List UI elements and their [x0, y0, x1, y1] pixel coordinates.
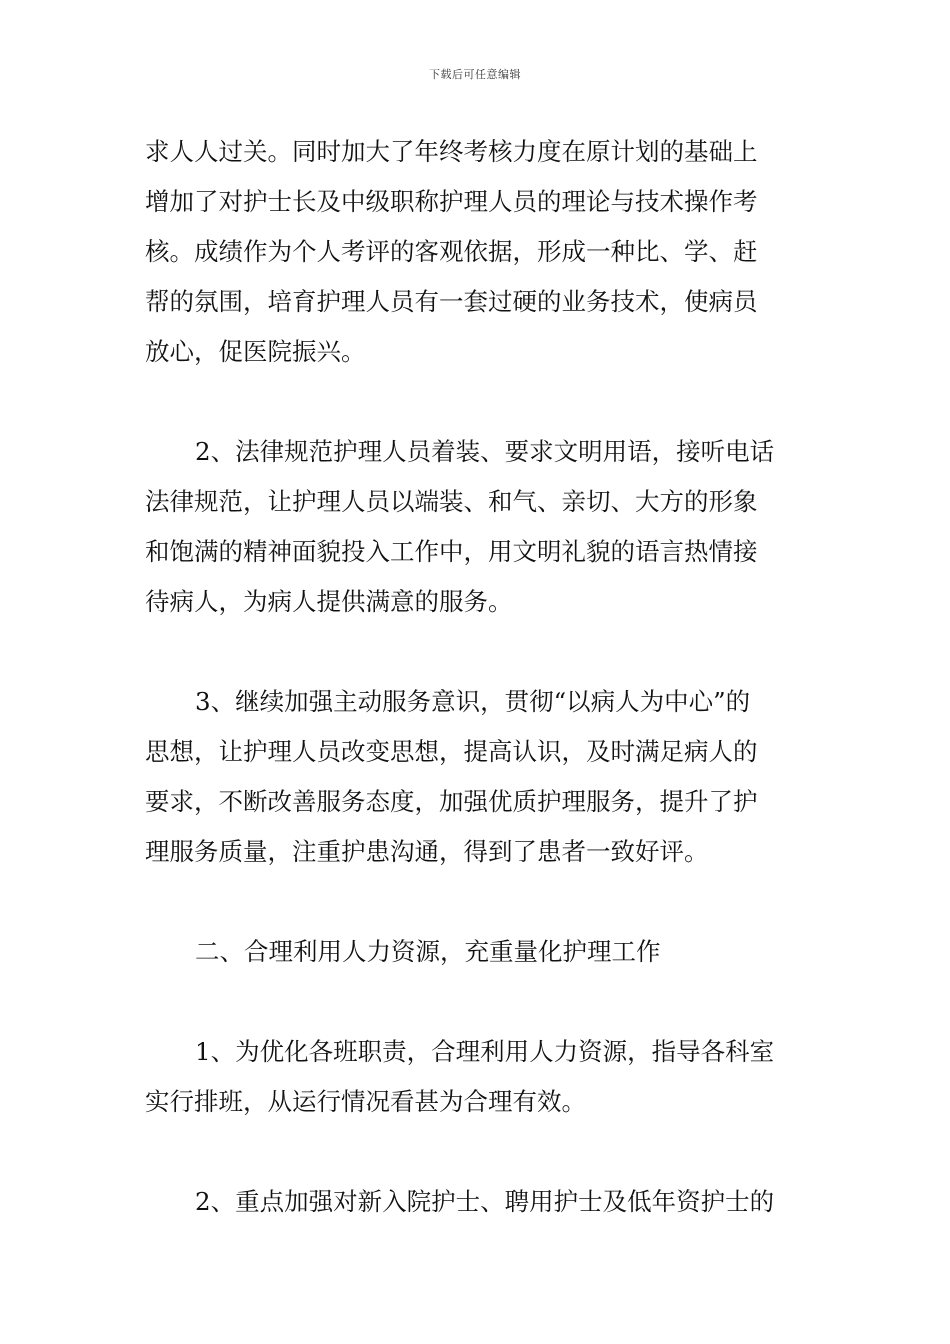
document-body	[145, 127, 810, 1227]
page-header-note: 下载后可任意编辑	[429, 68, 521, 81]
paragraph-line: 2、重点加强对新入院护士、聘用护士及低年资护士的	[195, 1187, 775, 1216]
paragraph-gap	[145, 977, 810, 1027]
paragraph-line: 和饱满的精神面貌投入工作中，用文明礼貌的语言热情接	[145, 537, 758, 566]
paragraph-line: 理服务质量，注重护患沟通，得到了患者一致好评。	[145, 837, 709, 866]
paragraph-gap	[145, 1127, 810, 1177]
paragraph-line: 帮的氛围，培育护理人员有一套过硬的业务技术，使病员	[145, 287, 758, 316]
paragraph-line: 增加了对护士长及中级职称护理人员的理论与技术操作考	[145, 187, 758, 216]
paragraph-line: 待病人，为病人提供满意的服务。	[145, 587, 513, 616]
paragraph-gap	[145, 877, 810, 927]
paragraph-gap	[145, 377, 810, 427]
paragraph-line: 核。成绩作为个人考评的客观依据，形成一种比、学、赶	[145, 237, 758, 266]
paragraph-line: 要求，不断改善服务态度，加强优质护理服务，提升了护	[145, 787, 758, 816]
paragraph-line: 放心，促医院振兴。	[145, 337, 366, 366]
paragraph-line: 2、法律规范护理人员着装、要求文明用语，接听电话	[195, 437, 775, 466]
paragraph-line: 法律规范，让护理人员以端装、和气、亲切、大方的形象	[145, 487, 758, 516]
paragraph-gap	[145, 627, 810, 677]
section-heading: 二、合理利用人力资源，充重量化护理工作	[195, 937, 661, 966]
paragraph-line: 求人人过关。同时加大了年终考核力度在原计划的基础上	[145, 137, 758, 166]
paragraph-line: 实行排班，从运行情况看甚为合理有效。	[145, 1087, 586, 1116]
paragraph-line: 3、继续加强主动服务意识，贯彻“以病人为中心”的	[195, 687, 751, 716]
paragraph-line: 1、为优化各班职责，合理利用人力资源，指导各科室	[195, 1037, 775, 1066]
paragraph-line: 思想，让护理人员改变思想，提高认识，及时满足病人的	[145, 737, 758, 766]
